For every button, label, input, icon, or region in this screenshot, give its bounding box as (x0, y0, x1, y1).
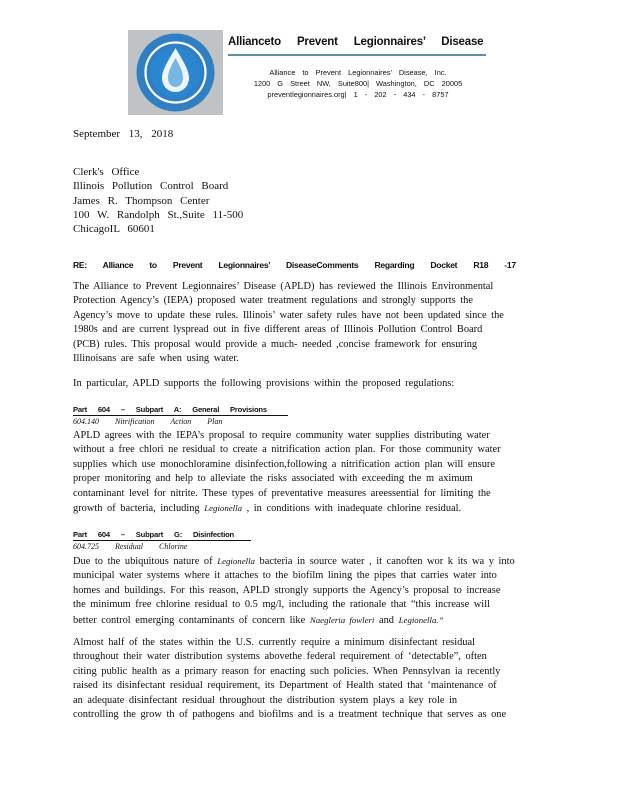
section-heading-subpart-a: Part 604 – Subpart A: General Provisions (73, 405, 267, 414)
text-run: growth of bacteria, including (73, 503, 200, 515)
intro-paragraph (73, 280, 543, 366)
letterhead-org-name: Alliance to Prevent Legionnaires’ Disease, Inc. (269, 68, 447, 77)
text-run: and (374, 614, 394, 626)
italic-term: Naegleria fowleri (309, 614, 375, 625)
paragraph-line: raised its disinfectant residual requirement, its Department of Health stated that ‘maintenance of (73, 680, 497, 692)
paragraph-line: citing public health as a primary reason for enacting such policies. When Pennsylvan ia recently (73, 665, 501, 677)
paragraph-line: municipal water systems where it attaches to the biofilm lining the pipes that carries water into (73, 570, 497, 582)
paragraph-line: Protection Agency’s (IEPA) proposed water treatment regulations and strongly supports the (73, 295, 473, 307)
paragraph-line: contaminant level for nitrite. These types of preventative measures areessential for limiting the (73, 487, 491, 499)
italic-term: Legionella (217, 556, 255, 566)
text-run: , in conditions with inadequate chlorine residual. (246, 503, 462, 515)
recipient-address (73, 165, 243, 236)
title-divider (228, 54, 486, 56)
letter-date: September 13, 2018 (73, 128, 174, 140)
paragraph-line (73, 554, 543, 569)
paragraph-line: Almost half of the states within the U.S. currently require a minimum disinfectant residual (73, 637, 475, 648)
letterhead-web-phone: preventlegionnaires.org| 1 - 202 - 434 - 8757 (267, 90, 449, 99)
section1-paragraph (73, 429, 543, 516)
italic-term: Legionella (204, 503, 242, 514)
subject-line: RE: Alliance to Prevent Legionnaires’ DiseaseComments Regarding Docket R18 -17 (73, 260, 516, 270)
recipient-line: James R. Thompson Center (73, 194, 210, 207)
paragraph-line: APLD agrees with the IEPA’s proposal to require community water supplies distributing water (73, 430, 490, 441)
paragraph-line: The Alliance to Prevent Legionnaires’ Disease (APLD) has reviewed the Illinois Environmental (73, 281, 494, 292)
section2-paragraph (73, 554, 543, 628)
paragraph-line (73, 613, 543, 628)
recipient-line: ChicagoIL 60601 (73, 223, 155, 236)
apld-logo (128, 30, 223, 115)
letterhead-street: 1200 G Street NW, Suite800| Washington, DC 20005 (253, 79, 463, 88)
section-subtitle: Nitrification Action Plan (115, 417, 223, 426)
section-number: 604.140 (73, 417, 99, 426)
paragraph-line: controlling the grow th of pathogens and biofilms and is a treatment technique that serves as one (73, 709, 507, 721)
recipient-line: 100 W. Randolph St.,Suite 11-500 (73, 208, 244, 221)
paragraph-line: throughout their water distribution systems abovethe federal requirement of ‘detectable”, often (73, 651, 487, 663)
section-subheading (73, 417, 222, 426)
paragraph-line: 1980s and are current lyspread out in five different areas of Illinois Pollution Control Board (73, 324, 483, 336)
closing-paragraph (73, 636, 543, 722)
water-drop-logo-icon (128, 30, 223, 115)
text-run: better control emerging contaminants of concern like (73, 614, 306, 626)
paragraph-line: In particular, APLD supports the following provisions within the proposed regulations: (73, 378, 455, 389)
section-underline (73, 540, 251, 541)
recipient-line: Illinois Pollution Control Board (73, 180, 229, 193)
paragraph-line: Agency’s move to update these rules. Illinois’ water safety rules have not been updated since the (73, 309, 504, 321)
paragraph-line: supplies which use monochloramine disinfection,following a nitrification action plan will ensure (73, 458, 495, 470)
section-subheading (73, 542, 187, 551)
text-run: Due to the ubiquitous nature of (73, 556, 213, 567)
paragraph-line: proper monitoring and help to alleviate the risks associated with exceeding the m aximum (73, 473, 473, 485)
paragraph-line: homes and buildings. For this reason, APLD strongly supports the Agency’s proposal to increase (73, 584, 501, 596)
italic-term: Legionella.” (398, 614, 444, 625)
section-heading-subpart-g: Part 604 – Subpart G: Disinfection (73, 530, 234, 539)
section-number: 604.725 (73, 542, 99, 551)
particular-paragraph (73, 377, 543, 391)
recipient-line: Clerk's Office (73, 166, 140, 178)
section-underline (73, 415, 288, 416)
paragraph-line: Illinoisans are safe when using water. (73, 353, 239, 365)
paragraph-line: an adequate disinfectant residual throughout the distribution system plays a key role in (73, 694, 458, 706)
paragraph-line: the minimum free chlorine residual to 0.5 mg/l, including the rationale that “this increase will (73, 599, 490, 611)
paragraph-line: (PCB) rules. This proposal would provide a much- needed ,concise framework for ensuring (73, 338, 478, 350)
section-subtitle: Residual Chlorine (115, 542, 188, 551)
paragraph-line: without a free chlori ne residual to create a nitrification action plan. For those community water (73, 444, 501, 456)
organization-title: Allianceto Prevent Legionnaires’ Disease (228, 36, 484, 48)
paragraph-line (73, 501, 543, 516)
text-run: bacteria in source water , it canoften wor k its wa y into (254, 556, 515, 567)
